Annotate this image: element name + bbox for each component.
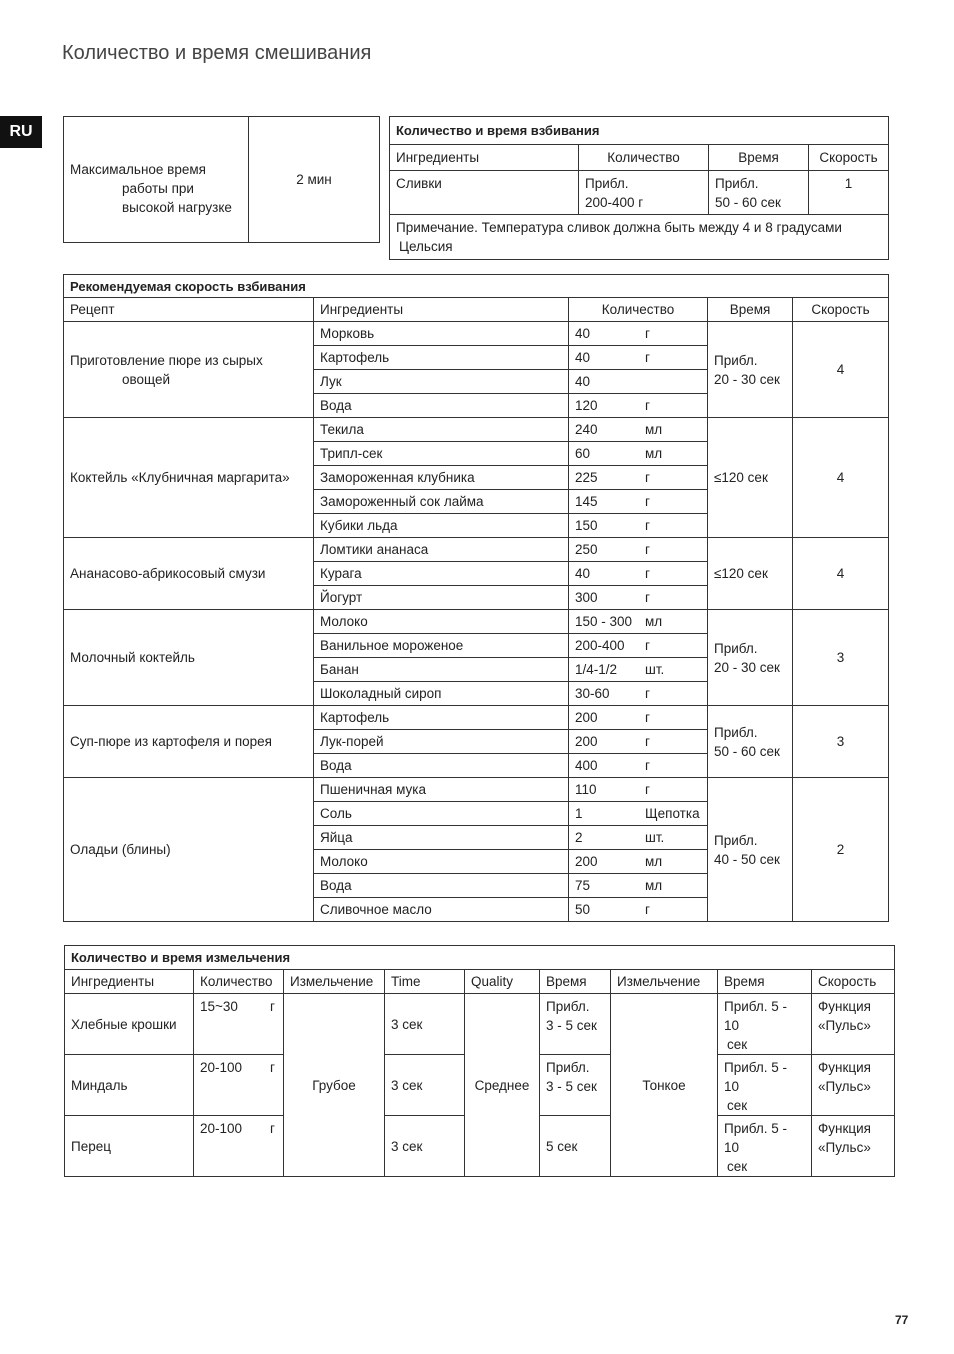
quantity-value: 120: [575, 398, 598, 413]
quantity-unit: г: [645, 494, 650, 509]
quantity-unit: г: [645, 734, 650, 749]
language-code-hr[interactable]: HR: [918, 473, 942, 490]
quantity: [569, 418, 708, 442]
ingredient: Банан: [314, 658, 569, 682]
quantity-unit: г: [645, 542, 650, 557]
whip-title: Количество и время взбивания: [390, 117, 889, 145]
recommended-header: Количество: [569, 298, 708, 322]
ingredient: Лук: [314, 370, 569, 394]
quantity: [569, 466, 708, 490]
quantity-value: 200-400: [575, 638, 625, 653]
quantity-unit: мл: [645, 446, 663, 461]
quantity-value: 200: [575, 734, 598, 749]
ingredient: Замороженная клубника: [314, 466, 569, 490]
recipe-name: [64, 418, 314, 538]
max-time-label-line: работы при: [122, 181, 194, 196]
language-code-bg[interactable]: BG: [918, 131, 942, 148]
whip-time: [709, 171, 809, 215]
recommended-speed-table: [63, 274, 889, 922]
page-title: Количество и время смешивания: [62, 42, 372, 64]
grind-speed-line: «Пульс»: [818, 1079, 871, 1094]
quantity-value: 15~30: [200, 999, 238, 1014]
language-code-nl[interactable]: NL: [918, 660, 940, 677]
grind-time: 3 сек: [385, 994, 465, 1055]
language-code-uk[interactable]: UK: [918, 1092, 942, 1109]
grind-speed: [812, 994, 895, 1055]
quantity-unit: г: [645, 590, 650, 605]
recipe-time: [708, 778, 793, 922]
recommended-header: Скорость: [793, 298, 889, 322]
quantity-value: 30-60: [575, 686, 610, 701]
grind-time3-line: сек: [727, 1159, 748, 1174]
grind-title: Количество и время измельчения: [65, 946, 895, 970]
grind-header: Измельчение: [611, 970, 718, 994]
recipe-name: [64, 610, 314, 706]
quantity: [569, 370, 708, 394]
grind-time2: [540, 994, 611, 1055]
whip-quantity-line: Прибл.: [585, 176, 629, 191]
quantity-value: 200: [575, 710, 598, 725]
language-code-ee[interactable]: EE: [918, 286, 940, 303]
recipe-time-line: Прибл.: [714, 640, 758, 656]
recipe-name-line: Приготовление пюре из сырых: [70, 352, 263, 368]
grind-time3-line: сек: [727, 1037, 748, 1052]
quantity-value: 40: [575, 374, 591, 389]
quantity: [569, 754, 708, 778]
grind-header: Измельчение: [284, 970, 385, 994]
grind-header: Time: [385, 970, 465, 994]
quantity-unit: г: [645, 326, 650, 341]
recipe-name: [64, 778, 314, 922]
grind-speed-line: «Пульс»: [818, 1140, 871, 1155]
quantity-unit: мл: [645, 878, 663, 893]
recipe-name-line: Ананасово-абрикосовый смузи: [70, 566, 266, 581]
whip-note-line: Цельсия: [399, 239, 453, 254]
recipe-name-line: Оладьи (блины): [70, 842, 171, 857]
table-row: [64, 610, 889, 634]
quantity: [569, 850, 708, 874]
quantity-value: 20-100: [200, 1121, 243, 1136]
quantity-value: 1: [575, 806, 583, 821]
page-number: 77: [895, 1313, 909, 1327]
language-group: [910, 736, 954, 880]
language-code-ru[interactable]: RU: [918, 847, 942, 864]
quantity-unit: г: [645, 470, 650, 485]
quantity-unit: г: [645, 638, 650, 653]
recommended-title: Рекомендуемая скорость взбивания: [64, 275, 889, 298]
ingredient: Йогурт: [314, 586, 569, 610]
grind-time2-line: 3 - 5 сек: [546, 1018, 597, 1033]
language-code-es[interactable]: ES: [918, 350, 940, 367]
quantity-value: 40: [575, 326, 591, 341]
grind-ingredient: Хлебные крошки: [65, 994, 194, 1055]
quantity: [569, 778, 708, 802]
quantity-value: 240: [575, 422, 598, 437]
table-row: [65, 994, 895, 1055]
quantity-unit: г: [645, 758, 650, 773]
ingredient: Ломтики ананаса: [314, 538, 569, 562]
language-code-it[interactable]: IT: [918, 537, 933, 554]
recipe-name: [64, 538, 314, 610]
grind-time2: 5 сек: [540, 1116, 611, 1177]
language-code-ro[interactable]: RO: [918, 815, 942, 832]
whip-quantity: [579, 171, 709, 215]
quantity: [569, 634, 708, 658]
ingredient: Вода: [314, 754, 569, 778]
language-code-sl[interactable]: SL: [918, 937, 939, 954]
quantity-unit: г: [270, 1121, 275, 1136]
quantity-value: 225: [575, 470, 598, 485]
recipe-speed: 2: [793, 778, 889, 922]
whip-note: [390, 215, 889, 260]
grind-time3: [718, 1116, 812, 1177]
quantity: [569, 538, 708, 562]
grind-header: Ингредиенты: [65, 970, 194, 994]
quantity: [569, 898, 708, 922]
ingredient: Ванильное мороженое: [314, 634, 569, 658]
ingredient: Лук-порей: [314, 730, 569, 754]
whip-time-line: 50 - 60 сек: [715, 195, 781, 210]
ingredient: Картофель: [314, 346, 569, 370]
grind-time: 3 сек: [385, 1116, 465, 1177]
recipe-time-line: Прибл.: [714, 352, 758, 368]
recipe-speed: 4: [793, 538, 889, 610]
quantity-unit: мл: [645, 854, 663, 869]
grind-ingredient: Перец: [65, 1116, 194, 1177]
grind-fine: Тонкое: [611, 994, 718, 1177]
quantity-unit: мл: [645, 614, 663, 629]
quantity: [569, 514, 708, 538]
language-code-lv[interactable]: LV: [918, 628, 938, 645]
grind-header: Quality: [465, 970, 540, 994]
ingredient: Кубики льда: [314, 514, 569, 538]
grind-time2-line: Прибл.: [546, 999, 590, 1014]
quantity-value: 40: [575, 350, 591, 365]
table-row: [64, 418, 889, 442]
recipe-speed: 4: [793, 418, 889, 538]
ingredient: Замороженный сок лайма: [314, 490, 569, 514]
recipe-speed: 3: [793, 610, 889, 706]
grind-time: 3 сек: [385, 1055, 465, 1116]
grind-medium: Среднее: [465, 994, 540, 1177]
grind-speed-line: Функция: [818, 999, 871, 1014]
quantity: [569, 706, 708, 730]
language-group: [910, 890, 954, 1034]
ingredient: Вода: [314, 874, 569, 898]
grind-quantity: [194, 994, 284, 1055]
language-group: [910, 581, 954, 725]
whip-table: [389, 116, 889, 260]
recipe-name-line: Молочный коктейль: [70, 650, 195, 665]
language-code-da[interactable]: DA: [918, 195, 942, 212]
whip-header: Скорость: [809, 145, 889, 171]
quantity: [569, 826, 708, 850]
quantity: [569, 490, 708, 514]
language-code-sk[interactable]: SK: [918, 905, 941, 922]
whip-quantity-line: 200-400 г: [585, 195, 644, 210]
recipe-time: [708, 418, 793, 538]
language-code-tr[interactable]: TR: [918, 1060, 940, 1077]
language-code-fi[interactable]: FI: [918, 382, 933, 399]
grind-time3: [718, 994, 812, 1055]
grind-header: Время: [718, 970, 812, 994]
ingredient: Молоко: [314, 610, 569, 634]
language-code-no[interactable]: NO: [918, 692, 942, 709]
recipe-name-line: Коктейль «Клубничная маргарита»: [70, 470, 290, 485]
language-code-en[interactable]: EN: [918, 318, 941, 335]
recommended-header: Ингредиенты: [314, 298, 569, 322]
language-code-hu[interactable]: HU: [918, 505, 942, 522]
quantity-value: 300: [575, 590, 598, 605]
language-group: [910, 1045, 954, 1187]
grind-header: Скорость: [812, 970, 895, 994]
quantity-unit: г: [645, 566, 650, 581]
quantity-unit: мл: [645, 422, 663, 437]
quantity: [569, 322, 708, 346]
whip-time-line: Прибл.: [715, 176, 759, 191]
language-tab: RU: [0, 116, 42, 148]
quantity-value: 145: [575, 494, 598, 509]
grind-speed-line: «Пульс»: [818, 1018, 871, 1033]
quantity-value: 1/4-1/2: [575, 662, 618, 677]
recipe-time-line: ≤120 сек: [714, 470, 768, 485]
quantity: [569, 802, 708, 826]
quantity-unit: г: [645, 518, 650, 533]
ingredient: Курага: [314, 562, 569, 586]
language-code-pl[interactable]: PL: [918, 751, 939, 768]
table-row: [64, 706, 889, 730]
recommended-header: Время: [708, 298, 793, 322]
grind-time2-line: Прибл.: [546, 1060, 590, 1075]
language-code-pt[interactable]: PT: [918, 783, 939, 800]
grinding-table: [64, 945, 895, 1177]
ingredient: Вода: [314, 394, 569, 418]
quantity: [569, 730, 708, 754]
quantity-unit: шт.: [645, 830, 665, 845]
recipe-time: [708, 538, 793, 610]
quantity: [569, 442, 708, 466]
whip-ingredient: Сливки: [390, 171, 579, 215]
recipe-time: [708, 610, 793, 706]
quantity-unit: Щепотка: [645, 806, 700, 821]
quantity: [569, 586, 708, 610]
recipe-name-line: Суп-пюре из картофеля и порея: [70, 734, 272, 749]
language-code-de[interactable]: DE: [918, 227, 941, 244]
ingredient: Трипл-сек: [314, 442, 569, 466]
quantity-value: 250: [575, 542, 598, 557]
whip-header: Ингредиенты: [390, 145, 579, 171]
max-time-label: [64, 117, 249, 243]
grind-time3: [718, 1055, 812, 1116]
quantity-unit: г: [270, 999, 275, 1014]
grind-coarse: Грубое: [284, 994, 385, 1177]
quantity: [569, 658, 708, 682]
grind-time2: [540, 1055, 611, 1116]
language-code-lt[interactable]: LT: [918, 596, 937, 613]
recipe-time-line: Прибл.: [714, 724, 758, 740]
quantity-unit: г: [645, 782, 650, 797]
quantity-unit: шт.: [645, 662, 665, 677]
ingredient: Морковь: [314, 322, 569, 346]
grind-time3-line: сек: [727, 1098, 748, 1113]
ingredient: Яйца: [314, 826, 569, 850]
ingredient: Шоколадный сироп: [314, 682, 569, 706]
recipe-time-line: 20 - 30 сек: [714, 371, 780, 387]
grind-time3-line: Прибл. 5 - 10: [724, 1121, 788, 1155]
quantity-unit: г: [645, 710, 650, 725]
recipe-speed: 3: [793, 706, 889, 778]
whip-header: Количество: [579, 145, 709, 171]
grind-time2-line: 3 - 5 сек: [546, 1079, 597, 1094]
recipe-time: [708, 706, 793, 778]
quantity-unit: г: [270, 1060, 275, 1075]
recipe-time-line: 20 - 30 сек: [714, 659, 780, 675]
language-group: [910, 271, 954, 415]
grind-speed: [812, 1055, 895, 1116]
grind-time3-line: Прибл. 5 - 10: [724, 1060, 788, 1094]
recipe-time-line: 50 - 60 сек: [714, 743, 780, 759]
grind-ingredient: Миндаль: [65, 1055, 194, 1116]
quantity: [569, 874, 708, 898]
whip-header: Время: [709, 145, 809, 171]
recipe-time: [708, 322, 793, 418]
ingredient: Молоко: [314, 850, 569, 874]
quantity-value: 2: [575, 830, 583, 845]
quantity-value: 150: [575, 518, 598, 533]
grind-time3-line: Прибл. 5 - 10: [724, 999, 788, 1033]
quantity: [569, 562, 708, 586]
language-code-fr[interactable]: FR: [918, 441, 940, 458]
quantity-unit: г: [645, 686, 650, 701]
quantity-unit: г: [645, 350, 650, 365]
ingredient: Текила: [314, 418, 569, 442]
grind-quantity: [194, 1116, 284, 1177]
ingredient: Картофель: [314, 706, 569, 730]
recipe-name-line: овощей: [122, 371, 171, 387]
recipe-time-line: 40 - 50 сек: [714, 851, 780, 867]
quantity-value: 75: [575, 878, 591, 893]
quantity: [569, 682, 708, 706]
quantity-value: 60: [575, 446, 591, 461]
max-time-label-line: Максимальное время: [70, 162, 206, 177]
recipe-time-line: ≤120 сек: [714, 566, 768, 581]
grind-header: Время: [540, 970, 611, 994]
grind-speed: [812, 1116, 895, 1177]
grind-quantity: [194, 1055, 284, 1116]
language-code-sr[interactable]: SR: [918, 969, 941, 986]
language-code-cs[interactable]: CS: [918, 163, 941, 180]
quantity-value: 40: [575, 566, 591, 581]
recipe-speed: 4: [793, 322, 889, 418]
quantity-unit: г: [645, 398, 650, 413]
table-row: [64, 538, 889, 562]
max-time-value: 2 мин: [249, 117, 380, 243]
table-row: [64, 778, 889, 802]
recommended-header: Рецепт: [64, 298, 314, 322]
whip-speed: 1: [809, 171, 889, 215]
language-group: [910, 426, 954, 570]
quantity-value: 110: [575, 782, 597, 797]
quantity-value: 50: [575, 902, 591, 917]
quantity-value: 400: [575, 758, 598, 773]
max-time-label-line: высокой нагрузке: [122, 200, 232, 215]
grind-speed-line: Функция: [818, 1121, 871, 1136]
ingredient: Соль: [314, 802, 569, 826]
recipe-name: [64, 322, 314, 418]
max-time-table: [63, 116, 380, 243]
quantity: [569, 346, 708, 370]
ingredient: Сливочное масло: [314, 898, 569, 922]
recipe-time-line: Прибл.: [714, 832, 758, 848]
language-group: [910, 116, 954, 260]
quantity-value: 150 - 300: [575, 614, 633, 629]
quantity-value: 20-100: [200, 1060, 243, 1075]
quantity-value: 200: [575, 854, 598, 869]
whip-note-line: Примечание. Температура сливок должна быть между 4 и 8 градусами: [396, 220, 842, 235]
grind-header: Количество: [194, 970, 284, 994]
grind-speed-line: Функция: [818, 1060, 871, 1075]
ingredient: Пшеничная мука: [314, 778, 569, 802]
recipe-name: [64, 706, 314, 778]
language-code-sv[interactable]: SV: [918, 1001, 940, 1018]
quantity: [569, 394, 708, 418]
quantity-unit: г: [645, 902, 650, 917]
table-row: [64, 322, 889, 346]
quantity: [569, 610, 708, 634]
